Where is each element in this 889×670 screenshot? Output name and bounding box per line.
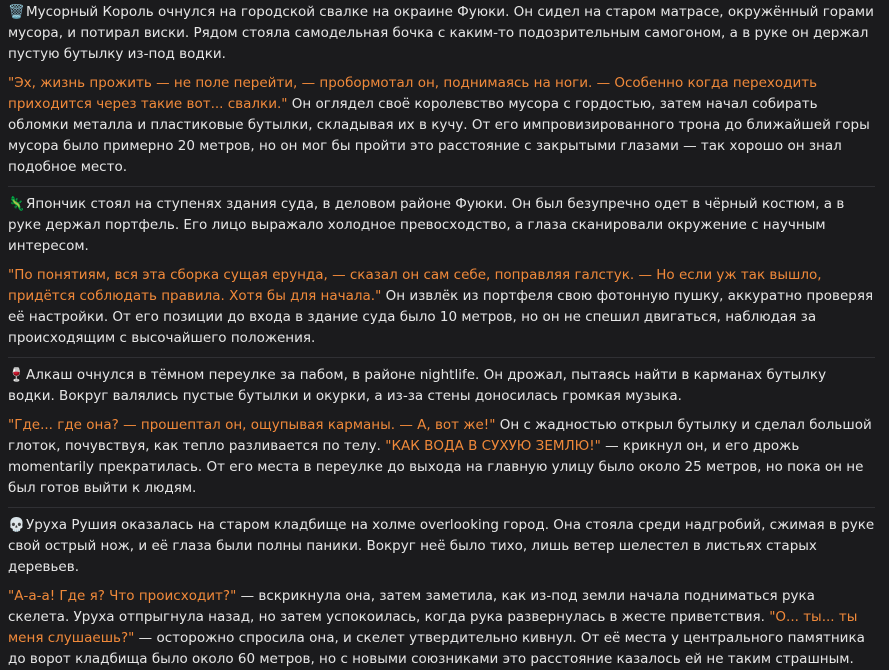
skull-icon: 💀 [8, 517, 25, 533]
dialogue-text: Он извлёк из портфеля свою фотонную пушку, аккуратно проверяя её настройки. От его позиции до входа в здание суда было 10 метров, но он не спешил двигаться, наблюдая за происходящим с высочайшего положения. [8, 288, 874, 346]
narration-text: Мусорный Король очнулся на городской свалке на окраине Фуюки. Он сидел на старом матрасе, окружённый горами мусора, и потирал виски. Рядом стояла самодельная бочка с каким-то подозрительным самогоном, а в руке он держал пустую бутылку из-под водки. [8, 4, 874, 62]
speech-quote: "Эх, жизнь прожить — не поле перейти, — пробормотал он, поднимаясь на ноги. — Особенно когда переходить приходится через такие вот... свалки." [8, 75, 818, 112]
wine-glass-icon: 🍷 [8, 367, 25, 383]
speech-quote: "КАК ВОДА В СУХУЮ ЗЕМЛЮ!" [385, 438, 601, 454]
entry-divider [8, 507, 875, 508]
narration-text: Япончик стоял на ступенях здания суда, в деловом районе Фуюки. Он был безупречно одет в чёрный костюм, а в руке держал портфель. Его лицо выражало холодное превосходство, а глаза сканировали окружение с научным интересом. [8, 196, 845, 254]
entry-divider [8, 186, 875, 187]
narration-text: Уруха Рушия оказалась на старом кладбище на холме overlooking город. Она стояла среди надгробий, сжимая в руке свой острый нож, и её глаза были полны паники. Вокруг неё было тихо, лишь ветер шелестел в листьях старых деревьев. [8, 517, 875, 575]
dialogue-text: — осторожно спросила она, и скелет утвердительно кивнул. От её места у центрального памятника до ворот кладбища было около 60 метров, но с новыми союзниками это расстояние казалось ей не таким страшным. [8, 630, 865, 667]
lizard-icon: 🦎 [8, 196, 25, 212]
speech-quote: "О... ты... ты меня слушаешь?" [8, 609, 858, 646]
speech-quote: "Где... где она? — прошептал он, ощупывая карманы. — А, вот же!" [8, 417, 496, 433]
entry-dialogue [8, 415, 875, 499]
story-entry-yaponchik [8, 192, 875, 349]
entry-divider [8, 357, 875, 358]
story-entry-urukha [8, 513, 875, 670]
dialogue-text: Он с жадностью открыл бутылку и сделал большой глоток, почувствуя, как тепло разливается по телу. [8, 417, 872, 454]
entry-narration [8, 515, 875, 578]
story-entry-alkash [8, 363, 875, 499]
story-entry-trash-king [8, 0, 875, 178]
trash-can-icon: 🗑️ [8, 4, 25, 20]
speech-quote: "По понятиям, вся эта сборка сущая ерунда, — сказал он сам себе, поправляя галстук. — Но если уж так вышло, придётся соблюдать правила. Хотя бы для начала." [8, 267, 822, 304]
entry-dialogue [8, 586, 875, 670]
entry-narration [8, 2, 875, 65]
dialogue-text: Он оглядел своё королевство мусора с гордостью, затем начал собирать обломки металла и пластиковые бутылки, складывая их в кучу. От его импровизированного трона до ближайшей горы мусора было примерно 20 метров, но он мог бы пройти это расстояние с закрытыми глазами — так хорошо он знал подобное место. [8, 96, 870, 175]
entry-narration [8, 365, 875, 407]
entry-narration [8, 194, 875, 257]
entry-dialogue [8, 265, 875, 349]
narration-text: Алкаш очнулся в тёмном переулке за пабом, в районе nightlife. Он дрожал, пытаясь найти в карманах бутылку водки. Вокруг валялись пустые бутылки и окурки, а из-за стены доносилась громкая музыка. [8, 367, 827, 404]
dialogue-text: — крикнул он, и его дрожь momentarily прекратилась. От его места в переулке до выхода на главную улицу было около 25 метров, но пока он не был готов выйти к людям. [8, 438, 864, 496]
entry-dialogue [8, 73, 875, 178]
speech-quote: "А-а-а! Где я? Что происходит?" [8, 588, 237, 604]
dialogue-text: — вскрикнула она, затем заметила, как из-под земли начала подниматься рука скелета. Уруха отпрыгнула назад, но затем успокоилась, когда рука развернулась в жесте приветствия. [8, 588, 815, 625]
